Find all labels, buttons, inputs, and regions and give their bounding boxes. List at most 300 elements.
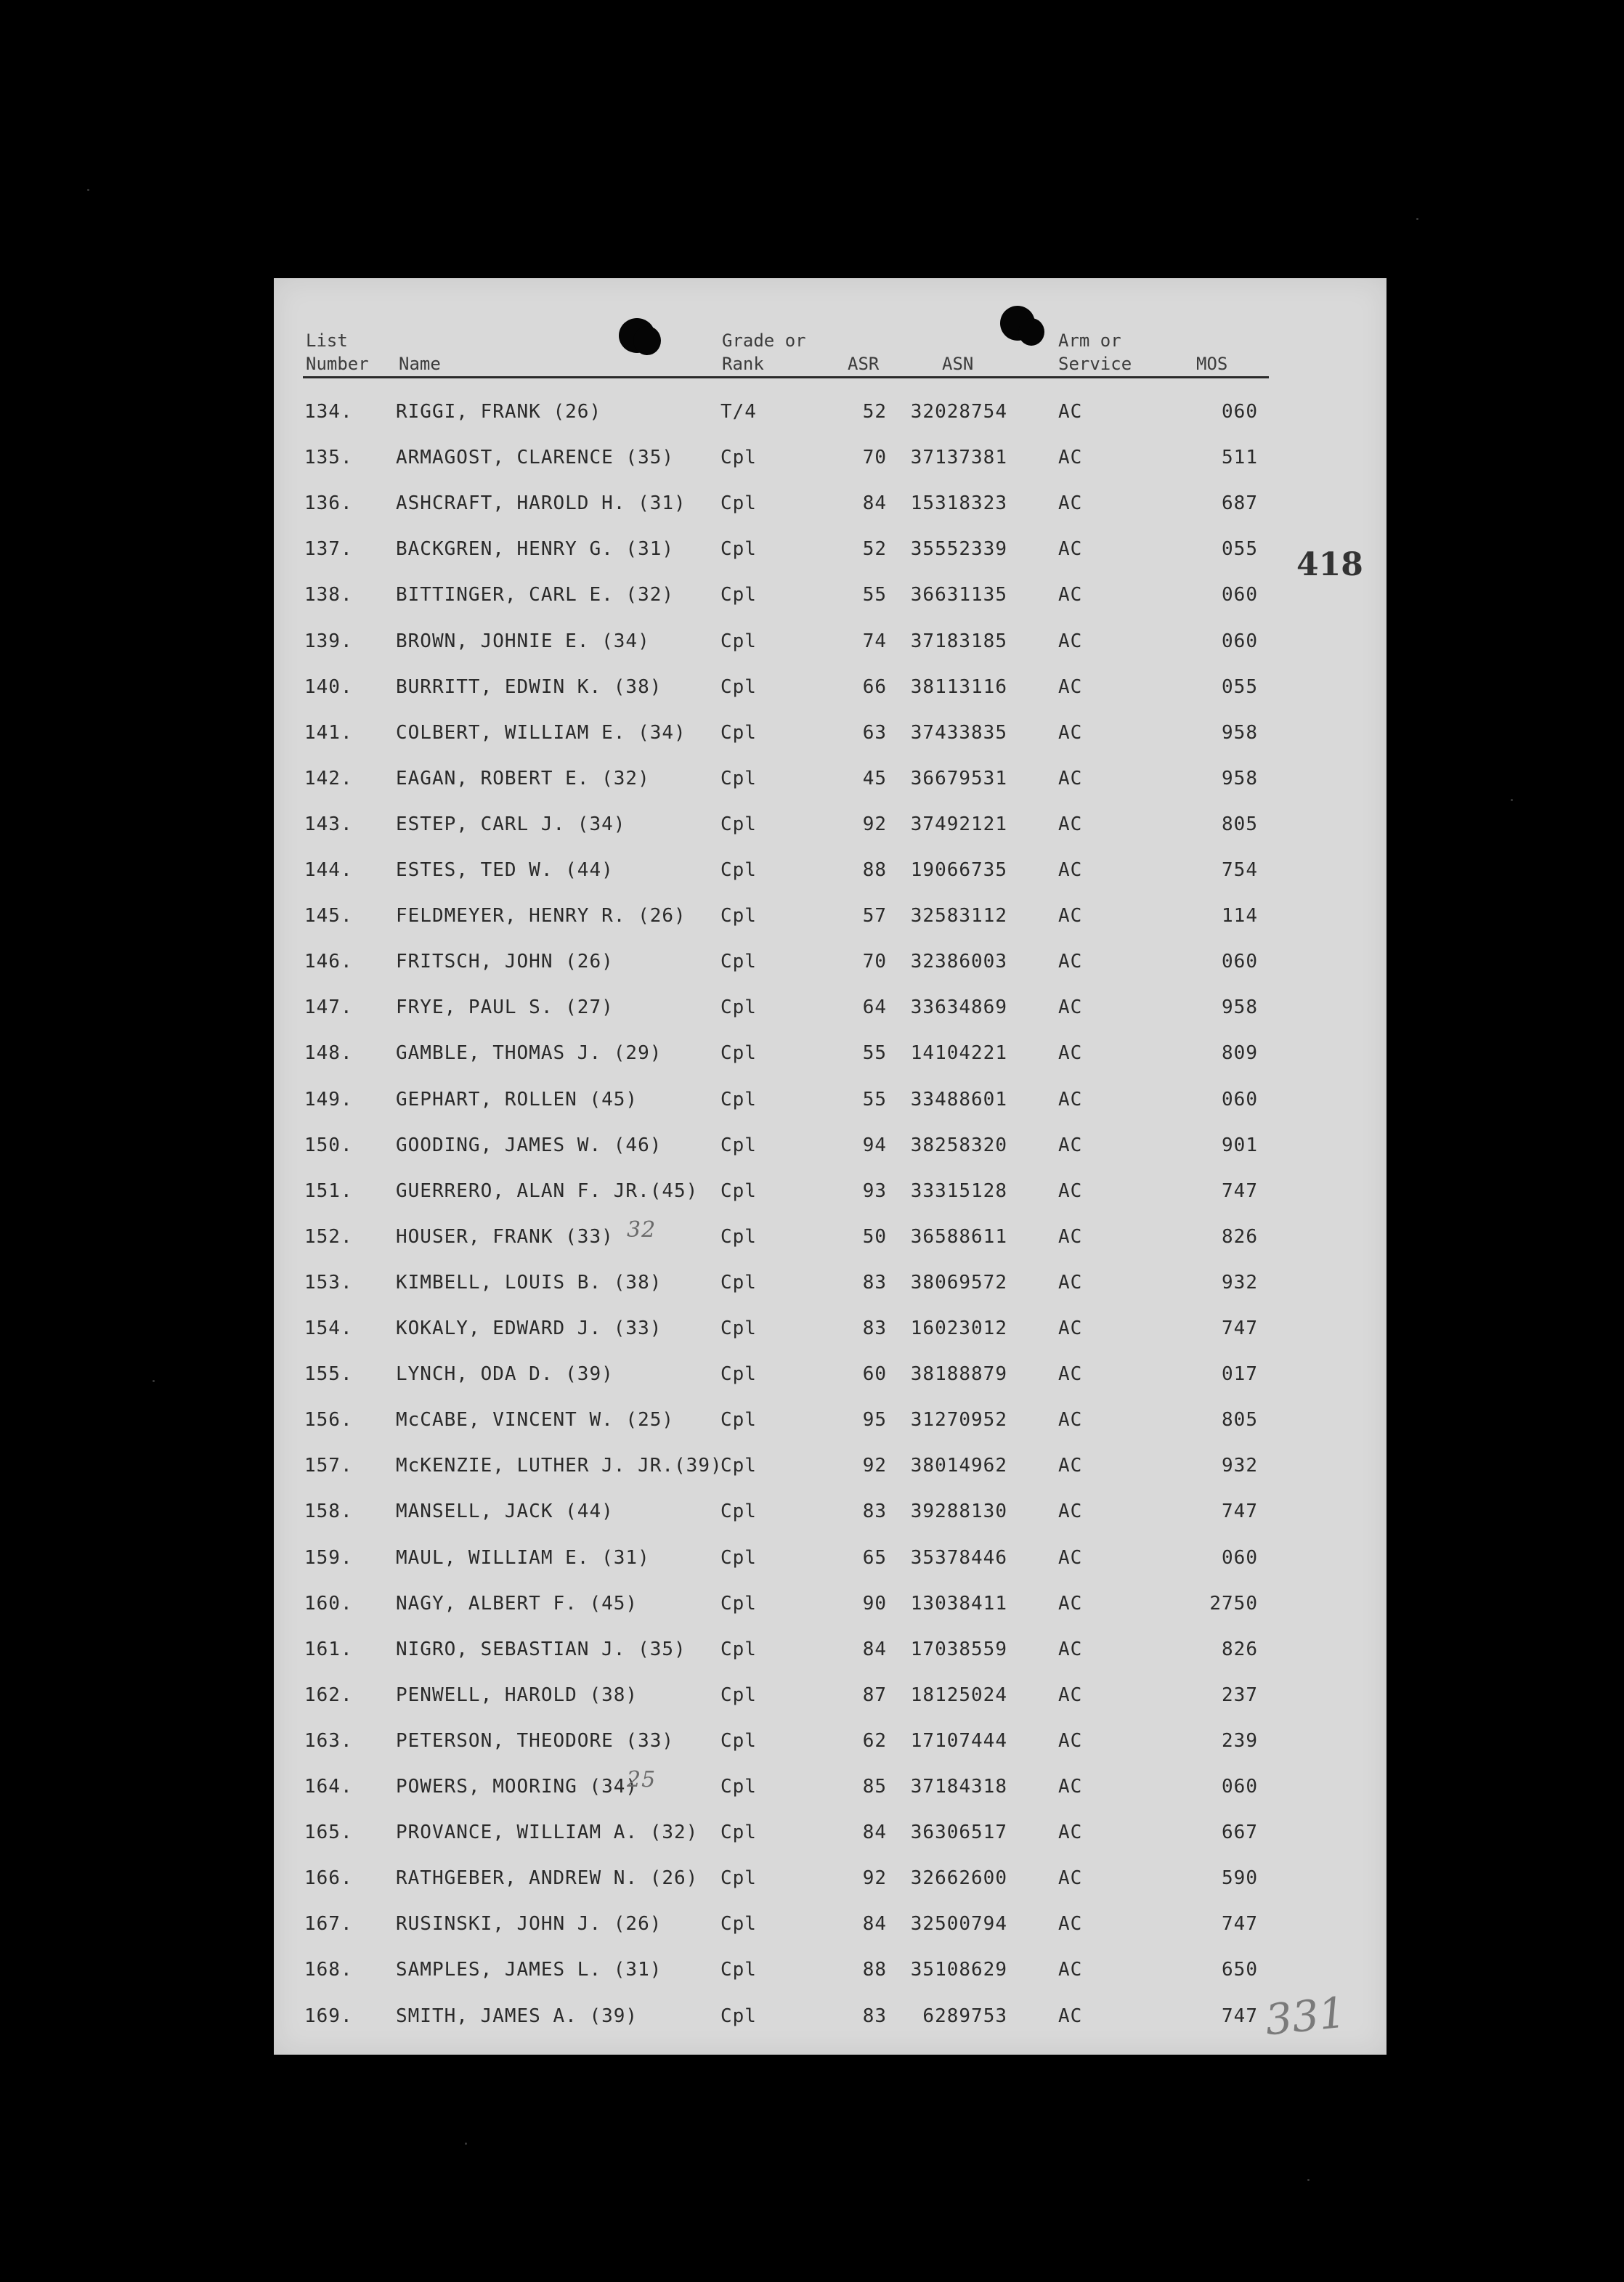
row-mos: 2750	[1209, 1592, 1258, 1615]
row-asn: 36631135	[910, 584, 1007, 606]
row-name: McKENZIE, LUTHER J. JR.(39)	[396, 1455, 723, 1477]
row-name: GUERRERO, ALAN F. JR.(45)	[396, 1179, 699, 1202]
row-list-number: 134.	[304, 401, 353, 423]
row-asn: 32028754	[910, 401, 1007, 423]
row-asn: 17038559	[910, 1638, 1007, 1660]
row-list-number: 154.	[304, 1317, 353, 1339]
row-list-number: 148.	[304, 1042, 353, 1065]
row-list-number: 150.	[304, 1134, 353, 1156]
row-list-number: 140.	[304, 675, 353, 698]
row-list-number: 149.	[304, 1088, 353, 1110]
table-row	[274, 1079, 1387, 1124]
row-arm: AC	[1058, 1409, 1083, 1432]
row-name: NIGRO, SEBASTIAN J. (35)	[396, 1638, 686, 1660]
row-grade: Cpl	[720, 721, 757, 744]
row-arm: AC	[1058, 1225, 1083, 1248]
row-mos: 958	[1222, 767, 1258, 789]
film-speck	[153, 1380, 155, 1382]
film-speck	[1307, 2179, 1310, 2181]
row-asn: 32662600	[910, 1867, 1007, 1890]
table-row	[274, 1583, 1387, 1628]
row-list-number: 161.	[304, 1638, 353, 1660]
table-row	[274, 849, 1387, 895]
row-name: SMITH, JAMES A. (39)	[396, 2005, 638, 2027]
row-list-number: 167.	[304, 1913, 353, 1936]
row-asr: 84	[862, 1638, 887, 1660]
row-grade: Cpl	[720, 905, 757, 927]
table-row	[274, 1399, 1387, 1445]
row-asn: 31270952	[910, 1409, 1007, 1432]
row-mos: 060	[1222, 1088, 1258, 1110]
row-asn: 33634869	[910, 996, 1007, 1019]
row-asn: 6289753	[922, 2005, 1007, 2027]
row-arm: AC	[1058, 813, 1083, 835]
header-grade-line1: Grade or	[722, 330, 806, 351]
row-arm: AC	[1058, 996, 1083, 1019]
row-list-number: 144.	[304, 859, 353, 881]
row-name: PETERSON, THEODORE (33)	[396, 1729, 675, 1752]
row-arm: AC	[1058, 630, 1083, 652]
row-name: PENWELL, HAROLD (38)	[396, 1684, 638, 1706]
row-asn: 33488601	[910, 1088, 1007, 1110]
table-row	[274, 1032, 1387, 1078]
row-name: RATHGEBER, ANDREW N. (26)	[396, 1867, 699, 1890]
table-row	[274, 1995, 1387, 2041]
row-asn: 38113116	[910, 675, 1007, 698]
row-asn: 13038411	[910, 1592, 1007, 1615]
row-list-number: 143.	[304, 813, 353, 835]
table-row	[274, 803, 1387, 849]
punch-hole-left-b	[633, 326, 661, 355]
row-asn: 37184318	[910, 1776, 1007, 1798]
row-arm: AC	[1058, 1088, 1083, 1110]
row-asn: 33315128	[910, 1179, 1007, 1202]
row-asr: 88	[862, 859, 887, 881]
row-mos: 237	[1222, 1684, 1258, 1706]
row-mos: 747	[1222, 1501, 1258, 1523]
film-speck	[1416, 218, 1418, 220]
row-grade: Cpl	[720, 1822, 757, 1844]
row-mos: 650	[1222, 1959, 1258, 1981]
row-asr: 83	[862, 1271, 887, 1294]
row-asn: 17107444	[910, 1729, 1007, 1752]
table-row	[274, 895, 1387, 941]
row-name: McCABE, VINCENT W. (25)	[396, 1409, 675, 1432]
row-grade: Cpl	[720, 1409, 757, 1432]
table-row	[274, 1766, 1387, 1811]
row-asr: 94	[862, 1134, 887, 1156]
row-mos: 060	[1222, 401, 1258, 423]
row-grade: Cpl	[720, 1546, 757, 1569]
row-mos: 060	[1222, 951, 1258, 973]
row-name: MAUL, WILLIAM E. (31)	[396, 1546, 650, 1569]
row-mos: 114	[1222, 905, 1258, 927]
row-grade: Cpl	[720, 1684, 757, 1706]
film-speck	[1511, 799, 1513, 801]
table-row	[274, 1170, 1387, 1216]
row-arm: AC	[1058, 1042, 1083, 1065]
row-name: HOUSER, FRANK (33)	[396, 1225, 614, 1248]
row-list-number: 152.	[304, 1225, 353, 1248]
table-row	[274, 1674, 1387, 1720]
row-grade: Cpl	[720, 538, 757, 561]
table-row	[274, 1949, 1387, 1994]
header-arm-line2: Service	[1058, 354, 1132, 374]
row-asn: 35552339	[910, 538, 1007, 561]
row-mos: 055	[1222, 675, 1258, 698]
table-row	[274, 574, 1387, 620]
row-asr: 83	[862, 1501, 887, 1523]
row-grade: Cpl	[720, 1225, 757, 1248]
row-asn: 32386003	[910, 951, 1007, 973]
row-asn: 18125024	[910, 1684, 1007, 1706]
row-name: GOODING, JAMES W. (46)	[396, 1134, 662, 1156]
row-list-number: 168.	[304, 1959, 353, 1981]
row-arm: AC	[1058, 951, 1083, 973]
row-list-number: 164.	[304, 1776, 353, 1798]
row-arm: AC	[1058, 2005, 1083, 2027]
table-row	[274, 1445, 1387, 1490]
row-arm: AC	[1058, 1592, 1083, 1615]
row-asr: 62	[862, 1729, 887, 1752]
row-asn: 37433835	[910, 721, 1007, 744]
row-mos: 754	[1222, 859, 1258, 881]
row-grade: Cpl	[720, 1134, 757, 1156]
row-asn: 37137381	[910, 447, 1007, 469]
row-arm: AC	[1058, 1179, 1083, 1202]
row-name: PROVANCE, WILLIAM A. (32)	[396, 1822, 699, 1844]
row-asr: 55	[862, 1042, 887, 1065]
row-name: KIMBELL, LOUIS B. (38)	[396, 1271, 662, 1294]
row-name: GEPHART, ROLLEN (45)	[396, 1088, 638, 1110]
row-mos: 511	[1222, 447, 1258, 469]
row-arm: AC	[1058, 1501, 1083, 1523]
header-asn: ASN	[942, 354, 974, 374]
row-asn: 38258320	[910, 1134, 1007, 1156]
row-list-number: 141.	[304, 721, 353, 744]
row-grade: Cpl	[720, 584, 757, 606]
table-row	[274, 986, 1387, 1032]
row-list-number: 162.	[304, 1684, 353, 1706]
row-asn: 35108629	[910, 1959, 1007, 1981]
table-row	[274, 1811, 1387, 1857]
row-name: MANSELL, JACK (44)	[396, 1501, 614, 1523]
row-asn: 36679531	[910, 767, 1007, 789]
row-list-number: 142.	[304, 767, 353, 789]
row-list-number: 151.	[304, 1179, 353, 1202]
header-mos: MOS	[1196, 354, 1228, 374]
header-arm-line1: Arm or	[1058, 330, 1121, 351]
row-arm: AC	[1058, 447, 1083, 469]
table-row	[274, 391, 1387, 436]
row-asr: 66	[862, 675, 887, 698]
row-asr: 85	[862, 1776, 887, 1798]
row-grade: Cpl	[720, 1959, 757, 1981]
row-arm: AC	[1058, 1638, 1083, 1660]
row-asr: 60	[862, 1363, 887, 1386]
table-row	[274, 666, 1387, 712]
table-row	[274, 1720, 1387, 1766]
row-arm: AC	[1058, 859, 1083, 881]
row-name: BROWN, JOHNIE E. (34)	[396, 630, 650, 652]
stamped-page-number: 418	[1296, 546, 1363, 583]
row-asn: 14104221	[910, 1042, 1007, 1065]
row-mos: 932	[1222, 1455, 1258, 1477]
table-row	[274, 1628, 1387, 1674]
row-asr: 57	[862, 905, 887, 927]
table-row	[274, 620, 1387, 666]
row-asr: 83	[862, 2005, 887, 2027]
row-arm: AC	[1058, 1822, 1083, 1844]
row-asn: 32583112	[910, 905, 1007, 927]
row-asn: 37183185	[910, 630, 1007, 652]
row-asr: 50	[862, 1225, 887, 1248]
row-grade: Cpl	[720, 1592, 757, 1615]
row-name: BITTINGER, CARL E. (32)	[396, 584, 675, 606]
row-name: ESTES, TED W. (44)	[396, 859, 614, 881]
row-asn: 38014962	[910, 1455, 1007, 1477]
row-asr: 52	[862, 401, 887, 423]
row-list-number: 166.	[304, 1867, 353, 1890]
row-mos: 017	[1222, 1363, 1258, 1386]
row-arm: AC	[1058, 401, 1083, 423]
row-asr: 84	[862, 492, 887, 515]
row-grade: Cpl	[720, 1729, 757, 1752]
row-grade: Cpl	[720, 447, 757, 469]
table-row	[274, 1262, 1387, 1307]
row-list-number: 157.	[304, 1455, 353, 1477]
row-list-number: 135.	[304, 447, 353, 469]
row-name: POWERS, MOORING (34)	[396, 1776, 638, 1798]
header-arm	[1058, 329, 1132, 375]
row-arm: AC	[1058, 1134, 1083, 1156]
table-row	[274, 482, 1387, 528]
row-name: FELDMEYER, HENRY R. (26)	[396, 905, 686, 927]
row-asr: 92	[862, 1455, 887, 1477]
row-mos: 958	[1222, 996, 1258, 1019]
row-list-number: 147.	[304, 996, 353, 1019]
row-asn: 19066735	[910, 859, 1007, 881]
film-speck	[465, 2143, 467, 2145]
row-arm: AC	[1058, 1455, 1083, 1477]
row-name: KOKALY, EDWARD J. (33)	[396, 1317, 662, 1339]
row-mos: 590	[1222, 1867, 1258, 1890]
row-grade: Cpl	[720, 1271, 757, 1294]
row-asr: 95	[862, 1409, 887, 1432]
table-row	[274, 436, 1387, 482]
row-mos: 747	[1222, 1179, 1258, 1202]
row-asn: 37492121	[910, 813, 1007, 835]
table-row	[274, 712, 1387, 758]
row-asr: 74	[862, 630, 887, 652]
header-rule	[303, 376, 1269, 378]
row-arm: AC	[1058, 1867, 1083, 1890]
row-mos: 747	[1222, 1913, 1258, 1936]
header-asr: ASR	[848, 354, 880, 374]
row-list-number: 145.	[304, 905, 353, 927]
row-asn: 35378446	[910, 1546, 1007, 1569]
row-asn: 16023012	[910, 1317, 1007, 1339]
row-grade: Cpl	[720, 1363, 757, 1386]
row-grade: Cpl	[720, 1455, 757, 1477]
row-asr: 70	[862, 951, 887, 973]
row-handwritten-correction: 32	[627, 1217, 657, 1243]
row-name: COLBERT, WILLIAM E. (34)	[396, 721, 686, 744]
row-grade: Cpl	[720, 1088, 757, 1110]
row-asn: 39288130	[910, 1501, 1007, 1523]
row-asr: 55	[862, 1088, 887, 1110]
row-asn: 38069572	[910, 1271, 1007, 1294]
row-grade: T/4	[720, 401, 757, 423]
row-list-number: 163.	[304, 1729, 353, 1752]
row-arm: AC	[1058, 1271, 1083, 1294]
document-sheet	[274, 278, 1387, 2055]
table-row	[274, 1903, 1387, 1949]
row-arm: AC	[1058, 492, 1083, 515]
row-mos: 826	[1222, 1225, 1258, 1248]
row-arm: AC	[1058, 1546, 1083, 1569]
row-arm: AC	[1058, 1729, 1083, 1752]
punch-hole-right-b	[1018, 318, 1044, 346]
film-speck	[87, 189, 89, 191]
row-asr: 92	[862, 1867, 887, 1890]
row-name: NAGY, ALBERT F. (45)	[396, 1592, 638, 1615]
row-grade: Cpl	[720, 1179, 757, 1202]
row-list-number: 155.	[304, 1363, 353, 1386]
row-grade: Cpl	[720, 1867, 757, 1890]
row-asr: 83	[862, 1317, 887, 1339]
row-list-number: 139.	[304, 630, 353, 652]
row-grade: Cpl	[720, 1042, 757, 1065]
row-list-number: 160.	[304, 1592, 353, 1615]
row-arm: AC	[1058, 1959, 1083, 1981]
table-row	[274, 1216, 1387, 1262]
row-name: SAMPLES, JAMES L. (31)	[396, 1959, 662, 1981]
row-asr: 84	[862, 1913, 887, 1936]
row-list-number: 158.	[304, 1501, 353, 1523]
row-grade: Cpl	[720, 1913, 757, 1936]
row-name: BACKGREN, HENRY G. (31)	[396, 538, 675, 561]
row-name: RIGGI, FRANK (26)	[396, 401, 602, 423]
table-row	[274, 1124, 1387, 1170]
row-arm: AC	[1058, 1363, 1083, 1386]
row-mos: 239	[1222, 1729, 1258, 1752]
row-asn: 36588611	[910, 1225, 1007, 1248]
row-asr: 87	[862, 1684, 887, 1706]
row-asr: 90	[862, 1592, 887, 1615]
row-list-number: 153.	[304, 1271, 353, 1294]
header-list-number	[306, 329, 369, 375]
table-row	[274, 758, 1387, 803]
row-list-number: 156.	[304, 1409, 353, 1432]
row-asr: 70	[862, 447, 887, 469]
row-list-number: 146.	[304, 951, 353, 973]
table-row	[274, 1537, 1387, 1583]
row-grade: Cpl	[720, 492, 757, 515]
row-name: ARMAGOST, CLARENCE (35)	[396, 447, 675, 469]
table-row	[274, 1353, 1387, 1399]
row-mos: 932	[1222, 1271, 1258, 1294]
row-asr: 93	[862, 1179, 887, 1202]
row-grade: Cpl	[720, 813, 757, 835]
row-mos: 060	[1222, 584, 1258, 606]
row-name: BURRITT, EDWIN K. (38)	[396, 675, 662, 698]
row-name: LYNCH, ODA D. (39)	[396, 1363, 614, 1386]
row-asr: 45	[862, 767, 887, 789]
row-mos: 060	[1222, 630, 1258, 652]
row-asn: 36306517	[910, 1822, 1007, 1844]
row-mos: 826	[1222, 1638, 1258, 1660]
header-grade	[722, 329, 806, 375]
table-row	[274, 528, 1387, 574]
table-row	[274, 941, 1387, 986]
row-grade: Cpl	[720, 767, 757, 789]
row-grade: Cpl	[720, 1638, 757, 1660]
row-name: GAMBLE, THOMAS J. (29)	[396, 1042, 662, 1065]
row-arm: AC	[1058, 1684, 1083, 1706]
row-grade: Cpl	[720, 1317, 757, 1339]
row-list-number: 138.	[304, 584, 353, 606]
row-mos: 747	[1222, 2005, 1258, 2027]
row-name: FRITSCH, JOHN (26)	[396, 951, 614, 973]
row-arm: AC	[1058, 1317, 1083, 1339]
row-mos: 060	[1222, 1546, 1258, 1569]
row-grade: Cpl	[720, 675, 757, 698]
row-grade: Cpl	[720, 2005, 757, 2027]
header-list-number-line2: Number	[306, 354, 369, 374]
row-mos: 805	[1222, 813, 1258, 835]
row-grade: Cpl	[720, 996, 757, 1019]
row-name: ASHCRAFT, HAROLD H. (31)	[396, 492, 686, 515]
table-row	[274, 1857, 1387, 1903]
row-name: FRYE, PAUL S. (27)	[396, 996, 614, 1019]
row-mos: 667	[1222, 1822, 1258, 1844]
row-asr: 64	[862, 996, 887, 1019]
row-arm: AC	[1058, 905, 1083, 927]
table-row	[274, 1490, 1387, 1536]
row-arm: AC	[1058, 538, 1083, 561]
row-mos: 809	[1222, 1042, 1258, 1065]
row-name: EAGAN, ROBERT E. (32)	[396, 767, 650, 789]
row-mos: 805	[1222, 1409, 1258, 1432]
row-asr: 55	[862, 584, 887, 606]
row-mos: 958	[1222, 721, 1258, 744]
row-list-number: 165.	[304, 1822, 353, 1844]
table-row	[274, 1307, 1387, 1353]
row-arm: AC	[1058, 1776, 1083, 1798]
row-asr: 84	[862, 1822, 887, 1844]
row-name: RUSINSKI, JOHN J. (26)	[396, 1913, 662, 1936]
row-asr: 63	[862, 721, 887, 744]
row-asn: 38188879	[910, 1363, 1007, 1386]
row-handwritten-correction: 25	[627, 1767, 657, 1792]
row-grade: Cpl	[720, 951, 757, 973]
row-grade: Cpl	[720, 1501, 757, 1523]
header-list-number-line1: List	[306, 330, 348, 351]
handwritten-page-number: 331	[1262, 1987, 1348, 2045]
row-arm: AC	[1058, 584, 1083, 606]
header-name: Name	[399, 354, 441, 374]
row-asn: 15318323	[910, 492, 1007, 515]
row-arm: AC	[1058, 1913, 1083, 1936]
row-arm: AC	[1058, 767, 1083, 789]
row-asr: 65	[862, 1546, 887, 1569]
row-list-number: 169.	[304, 2005, 353, 2027]
row-asr: 92	[862, 813, 887, 835]
row-arm: AC	[1058, 721, 1083, 744]
row-list-number: 137.	[304, 538, 353, 561]
row-arm: AC	[1058, 675, 1083, 698]
